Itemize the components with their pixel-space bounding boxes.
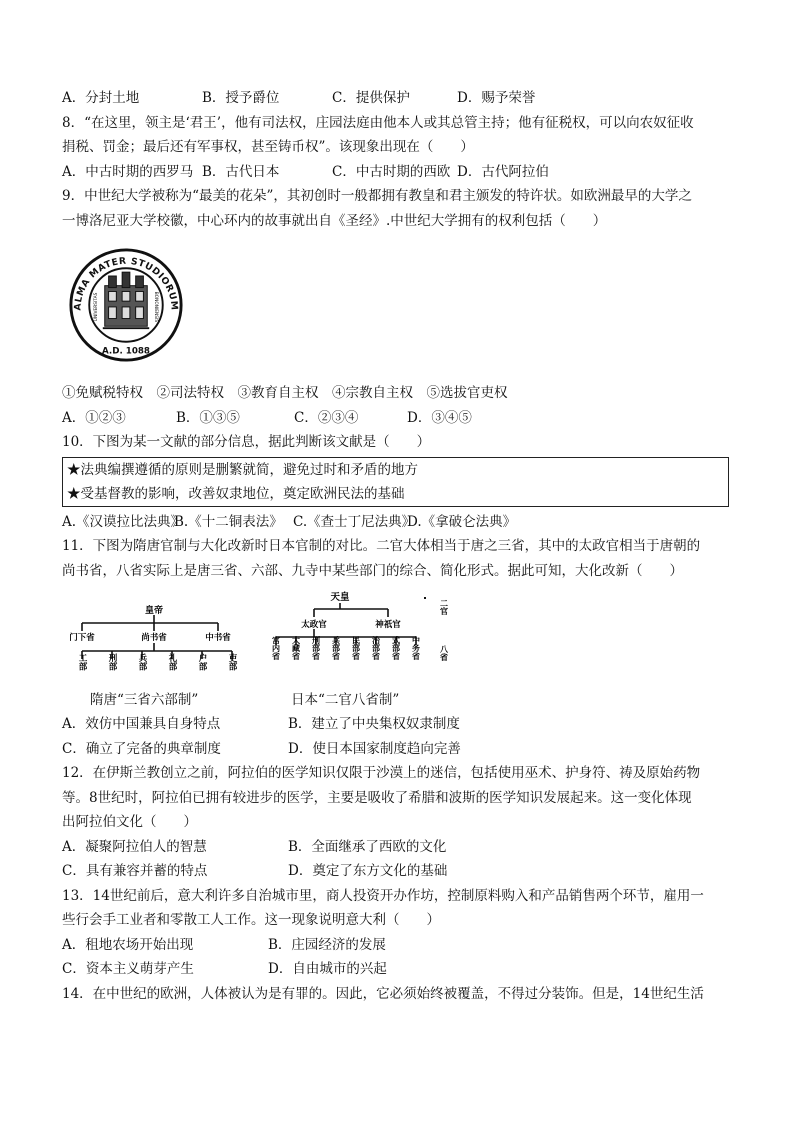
tang-org-chart bbox=[68, 605, 248, 685]
q7-option-c[interactable]: C．提供保护 bbox=[332, 90, 410, 106]
q12-options-row1 bbox=[62, 835, 732, 860]
japan-sheng-4: 兵部省 bbox=[331, 636, 341, 660]
q9-option-d[interactable]: D．③④⑤ bbox=[407, 409, 472, 426]
q13-options-row2 bbox=[62, 957, 732, 982]
q13-option-a[interactable]: A．租地农场开始出现 bbox=[62, 936, 194, 953]
q9-stem-line2: 一博洛尼亚大学校徽，中心环内的故事就出自《圣经》.中世纪大学拥有的权利包括（ ） bbox=[62, 212, 607, 229]
q7-option-b[interactable]: B．授予爵位 bbox=[202, 90, 280, 106]
japan-sheng-6: 治部省 bbox=[371, 636, 381, 660]
q9-option-b[interactable]: B．①③⑤ bbox=[176, 409, 240, 426]
japan-sheng-5: 民部省 bbox=[351, 636, 361, 660]
japan-side-bottom: 八省 bbox=[439, 645, 449, 661]
japan-guan-2: 神祇官 bbox=[375, 620, 401, 630]
seal-inner-right: BONONIENSIS bbox=[153, 291, 158, 323]
q13-options-row1 bbox=[62, 933, 732, 958]
q12-option-a[interactable]: A．凝聚阿拉伯人的智慧 bbox=[62, 838, 207, 855]
tang-bu-1: 工部 bbox=[77, 653, 87, 671]
seal-building-drawing bbox=[103, 272, 149, 328]
q11-diagrams bbox=[62, 587, 732, 712]
tang-emperor: 皇帝 bbox=[144, 606, 164, 616]
q12-option-d[interactable]: D．奠定了东方文化的基础 bbox=[288, 863, 448, 879]
q8-option-a[interactable]: A．中古时期的西罗马 bbox=[62, 163, 194, 180]
q11-stem-line1: 11．下图为隋唐官制与大化改新时日本官制的对比。二官大体相当于唐之三省，其中的太政官相当于唐朝的 bbox=[62, 538, 701, 554]
q8-stem-line2: 捐税、罚金；最后还有军事权，甚至铸币权”。该现象出现在（ ） bbox=[62, 139, 474, 155]
q8-stem-line1: 8．“在这里，领主是‘君王’，他有司法权，庄园法庭由他本人或其总管主持；他有征税权，可以向农奴征收 bbox=[62, 114, 694, 131]
tang-sheng-2: 尚书省 bbox=[141, 633, 167, 643]
q10-document-box bbox=[62, 457, 729, 507]
japan-sheng-7: 式部省 bbox=[391, 636, 401, 660]
q7-option-d[interactable]: D．赐予荣誉 bbox=[457, 90, 536, 106]
q11-options-row2 bbox=[62, 737, 732, 762]
q11-option-c[interactable]: C．确立了完备的典章制度 bbox=[62, 740, 221, 757]
q9-option-c[interactable]: C．②③④ bbox=[294, 409, 359, 426]
q10-box-line1: ★法典编撰遵循的原则是删繁就简，避免过时和矛盾的地方 bbox=[67, 461, 418, 478]
tang-bu-6: 吏部 bbox=[227, 653, 237, 671]
q9-options bbox=[62, 406, 732, 431]
q10-stem: 10．下图为某一文献的部分信息，据此判断该文献是（ ） bbox=[62, 434, 431, 450]
university-seal-image bbox=[68, 247, 184, 363]
q10-option-c[interactable]: C.《查士丁尼法典》 bbox=[293, 513, 416, 530]
q11-option-b[interactable]: B．建立了中央集权奴隶制度 bbox=[288, 716, 460, 732]
q10-option-a[interactable]: A.《汉谟拉比法典》 bbox=[62, 513, 185, 530]
q10-box-line2: ★受基督教的影响，改善奴隶地位，奠定欧洲民法的基础 bbox=[67, 485, 405, 502]
seal-ring-text: ALMA MATER STUDIORUM bbox=[72, 255, 180, 311]
q12-stem-line1: 12．在伊斯兰教创立之前，阿拉伯的医学知识仅限于沙漠上的迷信，包括使用巫术、护身符、祷及原始药物 bbox=[62, 765, 701, 781]
tang-bu-4: 礼部 bbox=[167, 653, 177, 671]
japan-sheng-1: 宫内省 bbox=[271, 636, 281, 660]
q8-option-d[interactable]: D．古代阿拉伯 bbox=[457, 163, 549, 180]
q9-option-a[interactable]: A．①②③ bbox=[62, 409, 126, 426]
japan-caption: 日本“二官八省制” bbox=[291, 692, 400, 708]
japan-sheng-8: 中务省 bbox=[411, 636, 421, 660]
q8-option-c[interactable]: C．中古时期的西欧 bbox=[332, 163, 451, 180]
tang-sheng-1: 门下省 bbox=[69, 633, 95, 643]
tang-bu-2: 刑部 bbox=[107, 653, 117, 671]
q13-stem-line1: 13．14世纪前后，意大利许多自治城市里，商人投资开办作坊，控制原料购入和产品销售两个环节，雇用一 bbox=[62, 887, 704, 904]
seal-inner-left: UNIVERSITAS bbox=[94, 292, 99, 322]
q11-option-d[interactable]: D．使日本国家制度趋向完善 bbox=[288, 740, 461, 757]
q13-option-d[interactable]: D．自由城市的兴起 bbox=[268, 961, 387, 977]
tang-bu-3: 兵部 bbox=[137, 653, 147, 671]
q12-stem-line3: 出阿拉伯文化（ ） bbox=[62, 814, 197, 830]
q10-option-b[interactable]: B.《十二铜表法》 bbox=[174, 513, 283, 530]
q11-option-a[interactable]: A．效仿中国兼具自身特点 bbox=[62, 716, 221, 732]
japan-side-top: 二官 bbox=[439, 599, 449, 615]
q10-option-d[interactable]: D.《拿破仑法典》 bbox=[407, 513, 517, 530]
q11-stem-line2: 尚书省，八省实际上是唐三省、六部、九寺中某些部门的综合、简化形式。据此可知，大化改新（ ） bbox=[62, 562, 683, 579]
seal-year: A.D. 1088 bbox=[102, 346, 150, 357]
tang-bu-5: 户部 bbox=[197, 653, 207, 671]
japan-guan-1: 太政官 bbox=[301, 620, 327, 630]
q8-options bbox=[62, 160, 732, 185]
q12-option-b[interactable]: B．全面继承了西欧的文化 bbox=[288, 838, 447, 855]
q12-options-row2 bbox=[62, 859, 732, 884]
q7-options bbox=[62, 86, 732, 111]
tang-sheng-3: 中书省 bbox=[205, 633, 231, 643]
japan-emperor: 天皇 bbox=[330, 592, 350, 603]
q9-choices: ①免赋税特权 ②司法特权 ③教育自主权 ④宗教自主权 ⑤选拔官吏权 bbox=[62, 385, 508, 401]
japan-org-chart bbox=[264, 589, 464, 689]
q7-option-a[interactable]: A．分封土地 bbox=[62, 90, 140, 106]
q10-options bbox=[62, 510, 732, 535]
q13-option-c[interactable]: C．资本主义萌芽产生 bbox=[62, 961, 194, 977]
q13-stem-line2: 些行会手工业者和零散工人工作。这一现象说明意大利（ ） bbox=[62, 912, 440, 928]
q12-option-c[interactable]: C．具有兼容并蓄的特点 bbox=[62, 863, 208, 879]
q11-options-row1 bbox=[62, 712, 732, 737]
q12-stem-line2: 等。8世纪时，阿拉伯已拥有较进步的医学，主要是吸收了希腊和波斯的医学知识发展起来。这一变化体现 bbox=[62, 789, 692, 806]
q8-option-b[interactable]: B．古代日本 bbox=[202, 163, 280, 180]
japan-sheng-3: 刑部省 bbox=[311, 636, 321, 660]
exam-page bbox=[62, 86, 732, 1006]
tang-caption: 隋唐“三省六部制” bbox=[90, 692, 199, 708]
q9-stem-line1: 9．中世纪大学被称为“最美的花朵”，其初创时一般都拥有教皇和君主颁发的特许状。如欧洲最早的大学之 bbox=[62, 188, 692, 204]
japan-sheng-2: 大藏省 bbox=[291, 636, 301, 660]
q14-stem-line1: 14．在中世纪的欧洲，人体被认为是有罪的。因此，它必须始终被覆盖，不得过分装饰。但是，14世纪生活 bbox=[62, 985, 704, 1002]
q13-option-b[interactable]: B．庄园经济的发展 bbox=[268, 936, 386, 953]
